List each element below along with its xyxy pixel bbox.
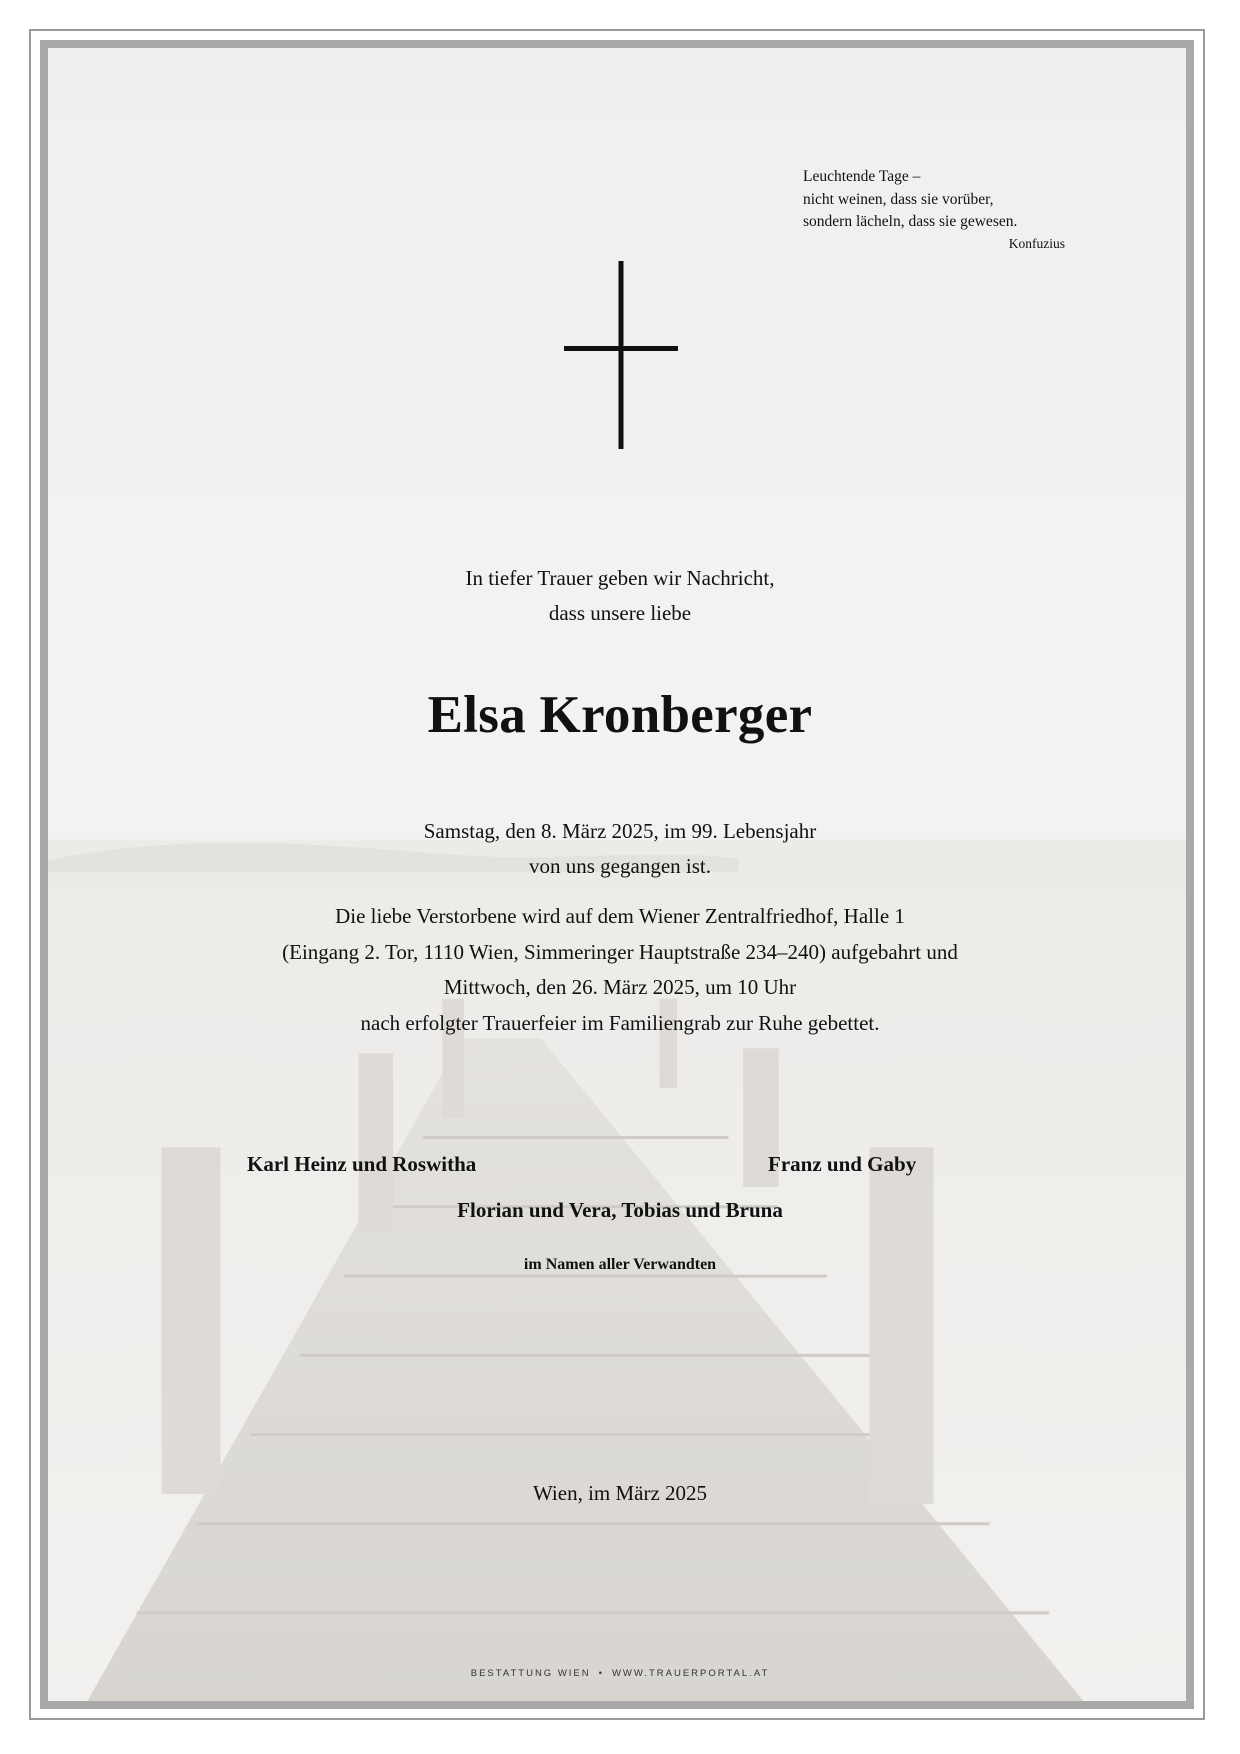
death-notice — [120, 814, 1120, 884]
funeral-info — [120, 899, 1120, 1041]
footer — [120, 1667, 1120, 1681]
quote-author: Konfuzius — [1008, 235, 1065, 251]
funeral-info-line: Die liebe Verstorbene wird auf dem Wiener Zentralfriedhof, Halle 1 — [335, 904, 905, 928]
mourner-right: Franz und Gaby — [768, 1152, 917, 1176]
death-notice-line: von uns gegangen ist. — [529, 854, 711, 878]
death-notice-line: Samstag, den 8. März 2025, im 99. Lebensjahr — [423, 819, 817, 843]
footer-separator: • — [598, 1668, 604, 1679]
mourner-left: Karl Heinz und Roswitha — [247, 1152, 477, 1176]
deceased-name: Elsa Kronberger — [427, 686, 813, 744]
intro-line: In tiefer Trauer geben wir Nachricht, — [465, 566, 775, 590]
footer-website-link[interactable]: WWW.TRAUERPORTAL.AT — [611, 1668, 770, 1679]
funeral-info-line: Mittwoch, den 26. März 2025, um 10 Uhr — [443, 975, 797, 999]
footer-company: BESTATTUNG WIEN — [470, 1668, 591, 1679]
intro-text — [120, 561, 1120, 631]
place-date: Wien, im März 2025 — [532, 1481, 708, 1505]
funeral-info-line: nach erfolgter Trauerfeier im Familiengrab zur Ruhe gebettet. — [360, 1010, 880, 1035]
cross-icon — [564, 261, 678, 449]
quote-line: Leuchtende Tage – — [803, 168, 921, 185]
funeral-info-line: (Eingang 2. Tor, 1110 Wien, Simmeringer Hauptstraße 234–240) aufgebahrt und — [282, 939, 958, 964]
quote-block — [803, 166, 1065, 254]
on-behalf-text: im Namen aller Verwandten — [523, 1256, 717, 1273]
mourner-center: Florian und Vera, Tobias und Bruna — [457, 1198, 783, 1222]
intro-line: dass unsere liebe — [548, 601, 692, 625]
quote-line: sondern lächeln, dass sie gewesen. — [803, 213, 1018, 230]
quote-line: nicht weinen, dass sie vorüber, — [803, 190, 994, 208]
